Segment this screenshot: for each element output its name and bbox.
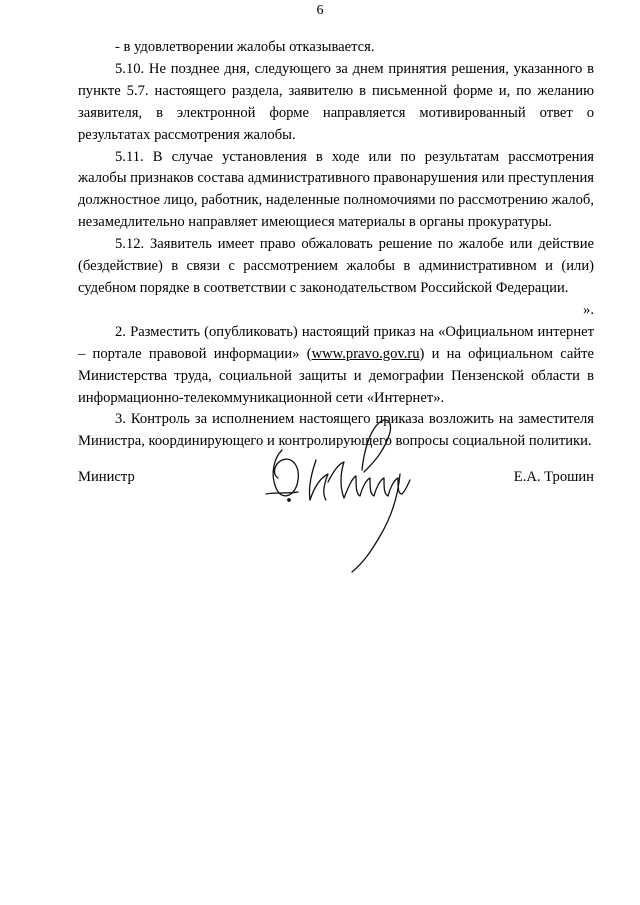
paragraph-item-3: 3. Контроль за исполнением настоящего приказа возложить на заместителя Министра, координирующего и контролирующего вопросы социальной политики. [78,411,594,450]
document-body [78,37,594,453]
item-2-text-start: 2. Разместить (опубликовать) настоящий приказ на «Официальном интернет – портале правовой информации» ( [78,323,594,362]
page-number: 6 [316,3,324,18]
handwritten-signature [252,408,422,578]
paragraph-item-2 [78,322,594,410]
paragraph-5-10: 5.10. Не позднее дня, следующего за днем принятия решения, указанного в пункте 5.7. настоящего раздела, заявителю в письменной форме и, по желанию заявителя, в электронной форме направляется мотивированный ответ о результатах рассмотрения жалобы. [78,60,594,143]
paragraph-refusal: - в удовлетворении жалобы отказывается. [115,39,375,55]
signatory-name: Е.А. Трошин [513,469,594,485]
item-2-text-end: ) и на официальном сайте Министерства труда, социальной защиты и демографии Пензенской области в информационно-телекоммуникационной сети «Интернет». [78,345,594,406]
signatory-title: Министр [78,469,135,485]
closing-quote: ». [583,301,594,318]
paragraph-5-11: 5.11. В случае установления в ходе или по результатам рассмотрения жалобы признаков состава административного правонарушения или преступления должностное лицо, работник, наделенные полномочиями по рассмотрению жалоб, незамедлительно направляет имеющиеся материалы в органы прокуратуры. [78,148,594,231]
pravo-gov-link[interactable]: www.pravo.gov.ru [311,345,420,362]
paragraph-5-12: 5.12. Заявитель имеет право обжаловать решение по жалобе или действие (бездействие) в связи с рассмотрением жалобы в административном и (или) судебном порядке в соответствии с законодательством Российской Федерации. [78,236,594,296]
